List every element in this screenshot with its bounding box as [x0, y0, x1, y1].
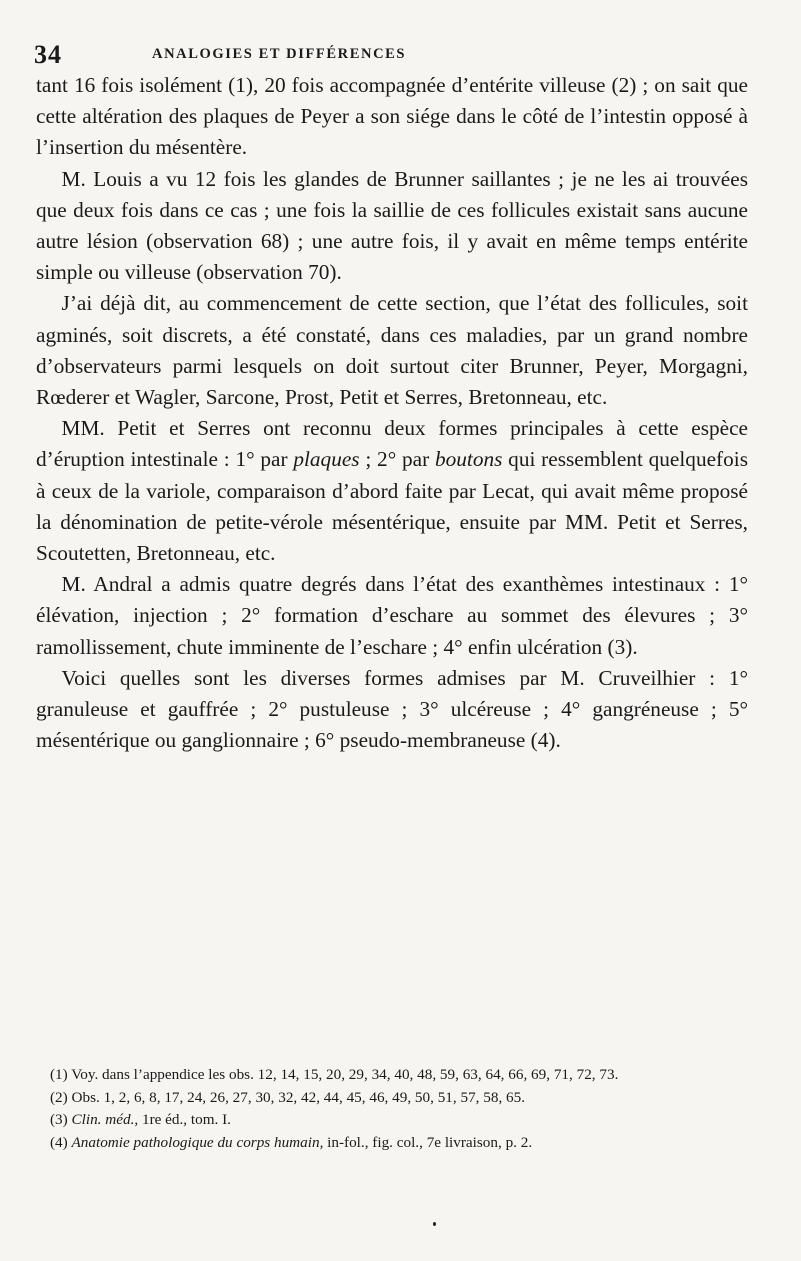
body-text [36, 70, 748, 756]
footnote-3-prefix: (3) [50, 1111, 72, 1128]
paragraph-1: tant 16 fois isolément (1), 20 fois accompagnée d’entérite villeuse (2) ; on sait que cette altération des plaques de Peyer a son siége dans le côté de l’intestin opposé à l’insertion du mésentère. [36, 73, 748, 160]
paragraph-4-text-c: qui ressemblent quelquefois à ceux de la variole, comparaison d’abord faite par Lecat, qui avait même proposé la dénomination de petite-vérole mésentérique, ensuite par MM. Petit et Serres, Scoutetten, Bretonneau, etc. [36, 447, 748, 566]
paragraph-4-text-b: ; 2° par [359, 447, 435, 472]
page-number: 34 [34, 40, 62, 69]
ink-speck [433, 1222, 436, 1226]
paragraph-2: M. Louis a vu 12 fois les glandes de Brunner saillantes ; je ne les ai trouvées que deux fois dans ce cas ; une fois la saillie de ces follicules existait sans aucune autre lésion (observation 68) ; une autre fois, il y avait en même temps entérite simple ou villeuse (observation 70). [36, 166, 748, 285]
paragraph-3: J’ai déjà dit, au commencement de cette section, que l’état des follicules, soit agminés, soit discrets, a été constaté, dans ces maladies, par un grand nombre d’observateurs parmi lesquels on doit surtout citer Brunner, Peyer, Morgagni, Rœderer et Wagler, Sarcone, Prost, Petit et Serres, Bretonneau, etc. [36, 291, 748, 410]
footnote-2: (2) Obs. 1, 2, 6, 8, 17, 24, 26, 27, 30, 32, 42, 44, 45, 46, 49, 50, 51, 57, 58, 65. [50, 1088, 526, 1106]
footnote-1: (1) Voy. dans l’appendice les obs. 12, 14, 15, 20, 29, 34, 40, 48, 59, 63, 64, 66, 69, 71, 72, 73. [50, 1066, 619, 1083]
paragraph-6: Voici quelles sont les diverses formes admises par M. Cruveilhier : 1° granuleuse et gauffrée ; 2° pustuleuse ; 3° ulcéreuse ; 4° gangréneuse ; 5° mésentérique ou ganglionnaire ; 6° pseudo-membraneuse (4). [36, 665, 748, 753]
footnote-4-title: Anatomie pathologique du corps humain [71, 1133, 320, 1151]
paragraph-4-text-a: MM. Petit et Serres ont reconnu deux formes principales à cette espèce d’éruption intestinale : 1° par [36, 416, 748, 472]
footnote-3 [50, 1109, 750, 1132]
paragraph-5: M. Andral a admis quatre degrés dans l’état des exanthèmes intestinaux : 1° élévation, injection ; 2° formation d’eschare au sommet des élevures ; 3° ramollissement, chute imminente de l’eschare ; 4° enfin ulcération (3). [36, 572, 748, 659]
footnote-3-suffix: , 1re éd., tom. I. [134, 1111, 231, 1128]
term-plaques: plaques [293, 447, 360, 472]
footnotes [50, 1064, 750, 1154]
paragraph-4 [36, 413, 748, 569]
running-title: ANALOGIES ET DIFFÉRENCES [152, 46, 407, 62]
footnote-4-prefix: (4) [50, 1133, 72, 1151]
footnote-4-suffix: , in-fol., fig. col., 7e livraison, p. 2. [319, 1133, 533, 1151]
term-boutons: boutons [434, 447, 503, 472]
footnote-4 [50, 1132, 750, 1155]
footnote-3-title: Clin. méd. [71, 1111, 135, 1128]
